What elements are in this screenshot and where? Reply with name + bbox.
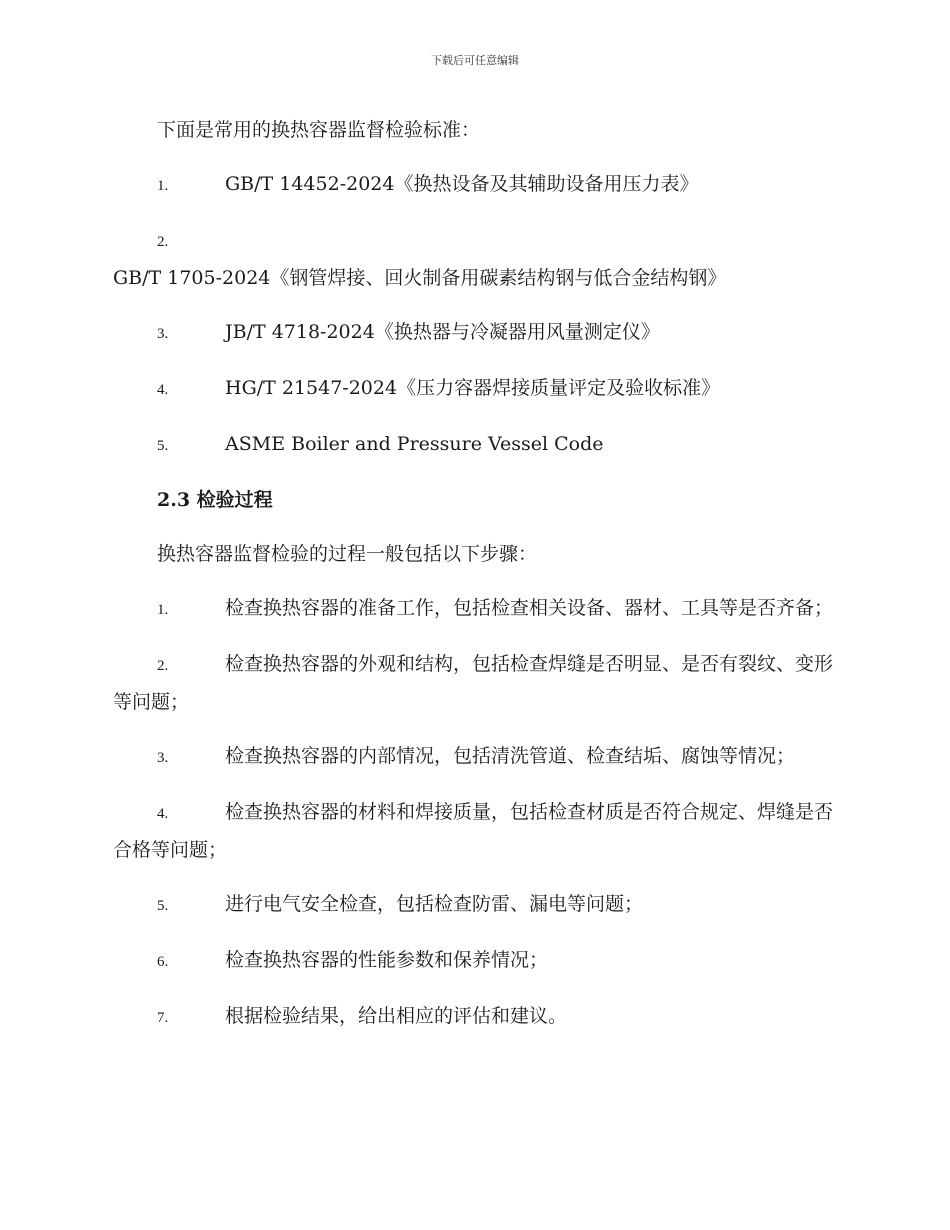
list-text: ASME Boiler and Pressure Vessel Code	[225, 433, 604, 455]
step-item-7	[113, 998, 837, 1036]
standard-item-1	[113, 166, 837, 204]
step-item-1	[113, 590, 837, 628]
standard-item-2	[113, 222, 837, 296]
list-number: 1.	[157, 602, 169, 618]
list-number: 1.	[157, 178, 169, 194]
list-text: 检查换热容器的外观和结构，包括检查焊缝是否明显、是否有裂纹、变形等问题；	[113, 653, 834, 713]
list-text: GB/T 1705-2024《钢管焊接、回火制备用碳素结构钢与低合金结构钢》	[113, 267, 727, 289]
document-body	[113, 112, 837, 1054]
list-number: 6.	[157, 954, 169, 970]
standard-item-4	[113, 370, 837, 408]
list-text: 检查换热容器的准备工作，包括检查相关设备、器材、工具等是否齐备；	[225, 597, 834, 619]
list-number: 7.	[157, 1010, 169, 1026]
section-intro: 换热容器监督检验的过程一般包括以下步骤：	[157, 543, 538, 565]
step-item-4	[113, 794, 837, 868]
standard-item-3	[113, 314, 837, 352]
step-item-6	[113, 942, 837, 980]
list-text: 进行电气安全检查，包括检查防雷、漏电等问题；	[225, 893, 644, 915]
list-text: GB/T 14452-2024《换热设备及其辅助设备用压力表》	[225, 173, 699, 195]
step-item-5	[113, 886, 837, 924]
list-number: 4.	[157, 382, 169, 398]
step-item-3	[113, 738, 837, 776]
list-text: 检查换热容器的材料和焊接质量，包括检查材质是否符合规定、焊缝是否合格等问题；	[113, 801, 834, 861]
list-number: 3.	[157, 326, 169, 342]
list-text: 检查换热容器的性能参数和保养情况；	[225, 949, 549, 971]
standards-intro: 下面是常用的换热容器监督检验标准：	[157, 119, 481, 141]
list-text: HG/T 21547-2024《压力容器焊接质量评定及验收标准》	[225, 377, 721, 399]
standard-item-5	[113, 426, 837, 464]
list-number: 5.	[157, 438, 169, 454]
section-heading: 2.3 检验过程	[157, 489, 273, 511]
list-number: 3.	[157, 750, 169, 766]
page-header: 下载后可任意编辑	[431, 54, 519, 67]
list-number: 2.	[157, 234, 169, 250]
list-number: 5.	[157, 898, 169, 914]
list-number: 4.	[157, 806, 169, 822]
list-number: 2.	[157, 658, 169, 674]
list-text: JB/T 4718-2024《换热器与冷凝器用风量测定仪》	[225, 321, 660, 343]
list-text: 检查换热容器的内部情况，包括清洗管道、检查结垢、腐蚀等情况；	[225, 745, 796, 767]
step-item-2	[113, 646, 837, 720]
list-text: 根据检验结果，给出相应的评估和建议。	[225, 1005, 568, 1027]
